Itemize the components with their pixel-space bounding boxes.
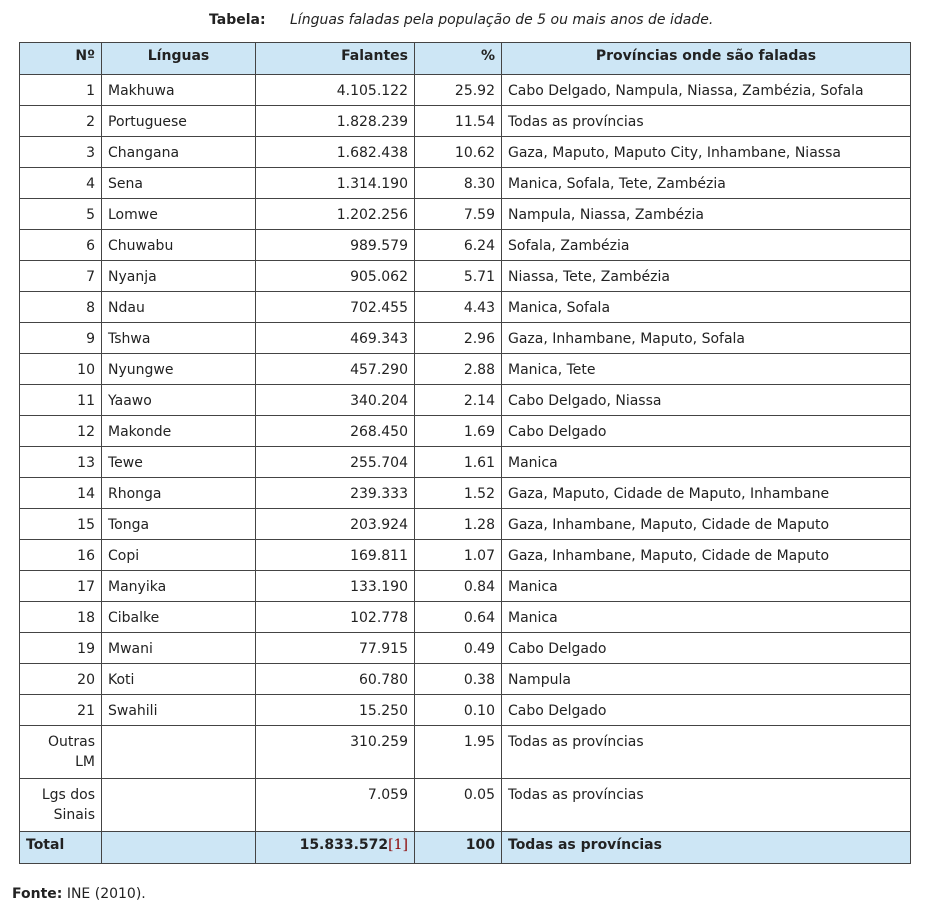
cell-percent: 25.92 <box>415 75 502 106</box>
cell-speakers: 1.682.438 <box>256 137 415 168</box>
header-percent: % <box>415 43 502 75</box>
cell-language: Changana <box>102 137 256 168</box>
table-row <box>20 385 911 416</box>
cell-language: Sena <box>102 168 256 199</box>
cell-percent: 1.07 <box>415 540 502 571</box>
cell-speakers: 1.314.190 <box>256 168 415 199</box>
cell-percent: 0.05 <box>415 779 502 832</box>
cell-speakers: 702.455 <box>256 292 415 323</box>
table-row <box>20 540 911 571</box>
cell-speakers: 268.450 <box>256 416 415 447</box>
cell-speakers: 133.190 <box>256 571 415 602</box>
cell-number: 7 <box>20 261 102 292</box>
cell-language: Manyika <box>102 571 256 602</box>
cell-language <box>102 779 256 832</box>
cell-number: 3 <box>20 137 102 168</box>
cell-provinces: Todas as províncias <box>502 726 911 779</box>
cell-provinces: Manica, Sofala, Tete, Zambézia <box>502 168 911 199</box>
cell-number: 6 <box>20 230 102 261</box>
cell-number: 19 <box>20 633 102 664</box>
table-row <box>20 168 911 199</box>
table-header-row <box>20 43 911 75</box>
source-note <box>12 886 146 902</box>
cell-speakers: 239.333 <box>256 478 415 509</box>
cell-number: 18 <box>20 602 102 633</box>
cell-number: 11 <box>20 385 102 416</box>
cell-speakers: 77.915 <box>256 633 415 664</box>
reference-link[interactable]: [1] <box>388 837 408 853</box>
total-provinces: Todas as províncias <box>502 832 911 864</box>
table-row <box>20 106 911 137</box>
table-row-extra <box>20 779 911 832</box>
total-language-empty <box>102 832 256 864</box>
cell-percent: 11.54 <box>415 106 502 137</box>
cell-provinces: Cabo Delgado <box>502 633 911 664</box>
cell-percent: 0.38 <box>415 664 502 695</box>
cell-number: 12 <box>20 416 102 447</box>
header-number: Nº <box>20 43 102 75</box>
cell-language: Chuwabu <box>102 230 256 261</box>
table-row <box>20 261 911 292</box>
cell-number: 17 <box>20 571 102 602</box>
cell-percent: 1.52 <box>415 478 502 509</box>
cell-provinces: Gaza, Inhambane, Maputo, Cidade de Maputo <box>502 540 911 571</box>
cell-percent: 2.88 <box>415 354 502 385</box>
cell-number: 5 <box>20 199 102 230</box>
cell-language: Nyanja <box>102 261 256 292</box>
table-row <box>20 75 911 106</box>
cell-number: 14 <box>20 478 102 509</box>
cell-number: 15 <box>20 509 102 540</box>
table-row <box>20 199 911 230</box>
cell-provinces: Gaza, Maputo, Maputo City, Inhambane, Niassa <box>502 137 911 168</box>
total-percent: 100 <box>415 832 502 864</box>
cell-provinces: Gaza, Inhambane, Maputo, Cidade de Maputo <box>502 509 911 540</box>
cell-provinces: Manica <box>502 571 911 602</box>
cell-speakers: 1.828.239 <box>256 106 415 137</box>
cell-provinces: Niassa, Tete, Zambézia <box>502 261 911 292</box>
cell-percent: 2.96 <box>415 323 502 354</box>
table-row <box>20 695 911 726</box>
cell-provinces: Manica, Tete <box>502 354 911 385</box>
cell-language: Portuguese <box>102 106 256 137</box>
table-row <box>20 416 911 447</box>
cell-language: Lomwe <box>102 199 256 230</box>
cell-provinces: Gaza, Inhambane, Maputo, Sofala <box>502 323 911 354</box>
cell-speakers: 60.780 <box>256 664 415 695</box>
cell-number: 2 <box>20 106 102 137</box>
cell-percent: 1.61 <box>415 447 502 478</box>
cell-number: 21 <box>20 695 102 726</box>
cell-language: Yaawo <box>102 385 256 416</box>
cell-speakers: 102.778 <box>256 602 415 633</box>
table-row <box>20 664 911 695</box>
cell-number: 4 <box>20 168 102 199</box>
cell-speakers: 4.105.122 <box>256 75 415 106</box>
table-row <box>20 633 911 664</box>
cell-number: 16 <box>20 540 102 571</box>
table-total-row <box>20 832 911 864</box>
cell-number: 20 <box>20 664 102 695</box>
cell-percent: 0.10 <box>415 695 502 726</box>
source-label: Fonte: <box>12 886 63 902</box>
languages-table <box>19 42 911 864</box>
cell-language: Swahili <box>102 695 256 726</box>
cell-language: Tonga <box>102 509 256 540</box>
cell-language: Copi <box>102 540 256 571</box>
cell-number: 9 <box>20 323 102 354</box>
cell-provinces: Nampula, Niassa, Zambézia <box>502 199 911 230</box>
table-row <box>20 447 911 478</box>
cell-percent: 1.69 <box>415 416 502 447</box>
table-row <box>20 292 911 323</box>
cell-number: 8 <box>20 292 102 323</box>
cell-speakers: 203.924 <box>256 509 415 540</box>
cell-number: Lgs dos Sinais <box>20 779 102 832</box>
header-language: Línguas <box>102 43 256 75</box>
cell-percent: 7.59 <box>415 199 502 230</box>
header-provinces: Províncias onde são faladas <box>502 43 911 75</box>
cell-provinces: Nampula <box>502 664 911 695</box>
table-row <box>20 230 911 261</box>
cell-language: Mwani <box>102 633 256 664</box>
table-row <box>20 323 911 354</box>
cell-speakers: 469.343 <box>256 323 415 354</box>
table-row <box>20 602 911 633</box>
cell-language: Rhonga <box>102 478 256 509</box>
cell-number: 10 <box>20 354 102 385</box>
cell-provinces: Sofala, Zambézia <box>502 230 911 261</box>
cell-speakers: 310.259 <box>256 726 415 779</box>
cell-provinces: Manica <box>502 447 911 478</box>
caption-text: Línguas faladas pela população de 5 ou mais anos de idade. <box>290 12 714 28</box>
cell-provinces: Todas as províncias <box>502 106 911 137</box>
header-speakers: Falantes <box>256 43 415 75</box>
cell-language: Makhuwa <box>102 75 256 106</box>
cell-percent: 0.64 <box>415 602 502 633</box>
cell-language <box>102 726 256 779</box>
caption-label: Tabela: <box>209 12 266 28</box>
cell-percent: 4.43 <box>415 292 502 323</box>
cell-number: Outras LM <box>20 726 102 779</box>
total-label: Total <box>20 832 102 864</box>
table-row <box>20 354 911 385</box>
table-row-extra <box>20 726 911 779</box>
cell-percent: 1.28 <box>415 509 502 540</box>
cell-language: Tewe <box>102 447 256 478</box>
cell-number: 13 <box>20 447 102 478</box>
cell-speakers: 1.202.256 <box>256 199 415 230</box>
cell-speakers: 457.290 <box>256 354 415 385</box>
cell-provinces: Todas as províncias <box>502 779 911 832</box>
cell-percent: 1.95 <box>415 726 502 779</box>
cell-percent: 10.62 <box>415 137 502 168</box>
cell-speakers: 169.811 <box>256 540 415 571</box>
cell-speakers: 255.704 <box>256 447 415 478</box>
cell-provinces: Manica <box>502 602 911 633</box>
cell-language: Ndau <box>102 292 256 323</box>
cell-percent: 0.49 <box>415 633 502 664</box>
table-row <box>20 478 911 509</box>
cell-number: 1 <box>20 75 102 106</box>
cell-percent: 0.84 <box>415 571 502 602</box>
source-text: INE (2010). <box>66 886 146 902</box>
cell-provinces: Gaza, Maputo, Cidade de Maputo, Inhambane <box>502 478 911 509</box>
cell-percent: 5.71 <box>415 261 502 292</box>
cell-speakers: 15.250 <box>256 695 415 726</box>
total-speakers-cell <box>256 832 415 864</box>
cell-language: Koti <box>102 664 256 695</box>
cell-speakers: 905.062 <box>256 261 415 292</box>
cell-speakers: 340.204 <box>256 385 415 416</box>
cell-language: Nyungwe <box>102 354 256 385</box>
cell-speakers: 989.579 <box>256 230 415 261</box>
cell-provinces: Cabo Delgado <box>502 695 911 726</box>
cell-provinces: Cabo Delgado <box>502 416 911 447</box>
cell-language: Makonde <box>102 416 256 447</box>
cell-percent: 6.24 <box>415 230 502 261</box>
cell-percent: 2.14 <box>415 385 502 416</box>
total-speakers: 15.833.572 <box>299 837 389 853</box>
table-row <box>20 137 911 168</box>
table-body <box>20 75 911 864</box>
cell-language: Cibalke <box>102 602 256 633</box>
cell-provinces: Cabo Delgado, Niassa <box>502 385 911 416</box>
cell-provinces: Cabo Delgado, Nampula, Niassa, Zambézia, Sofala <box>502 75 911 106</box>
cell-percent: 8.30 <box>415 168 502 199</box>
table-row <box>20 571 911 602</box>
table-row <box>20 509 911 540</box>
cell-language: Tshwa <box>102 323 256 354</box>
cell-speakers: 7.059 <box>256 779 415 832</box>
cell-provinces: Manica, Sofala <box>502 292 911 323</box>
